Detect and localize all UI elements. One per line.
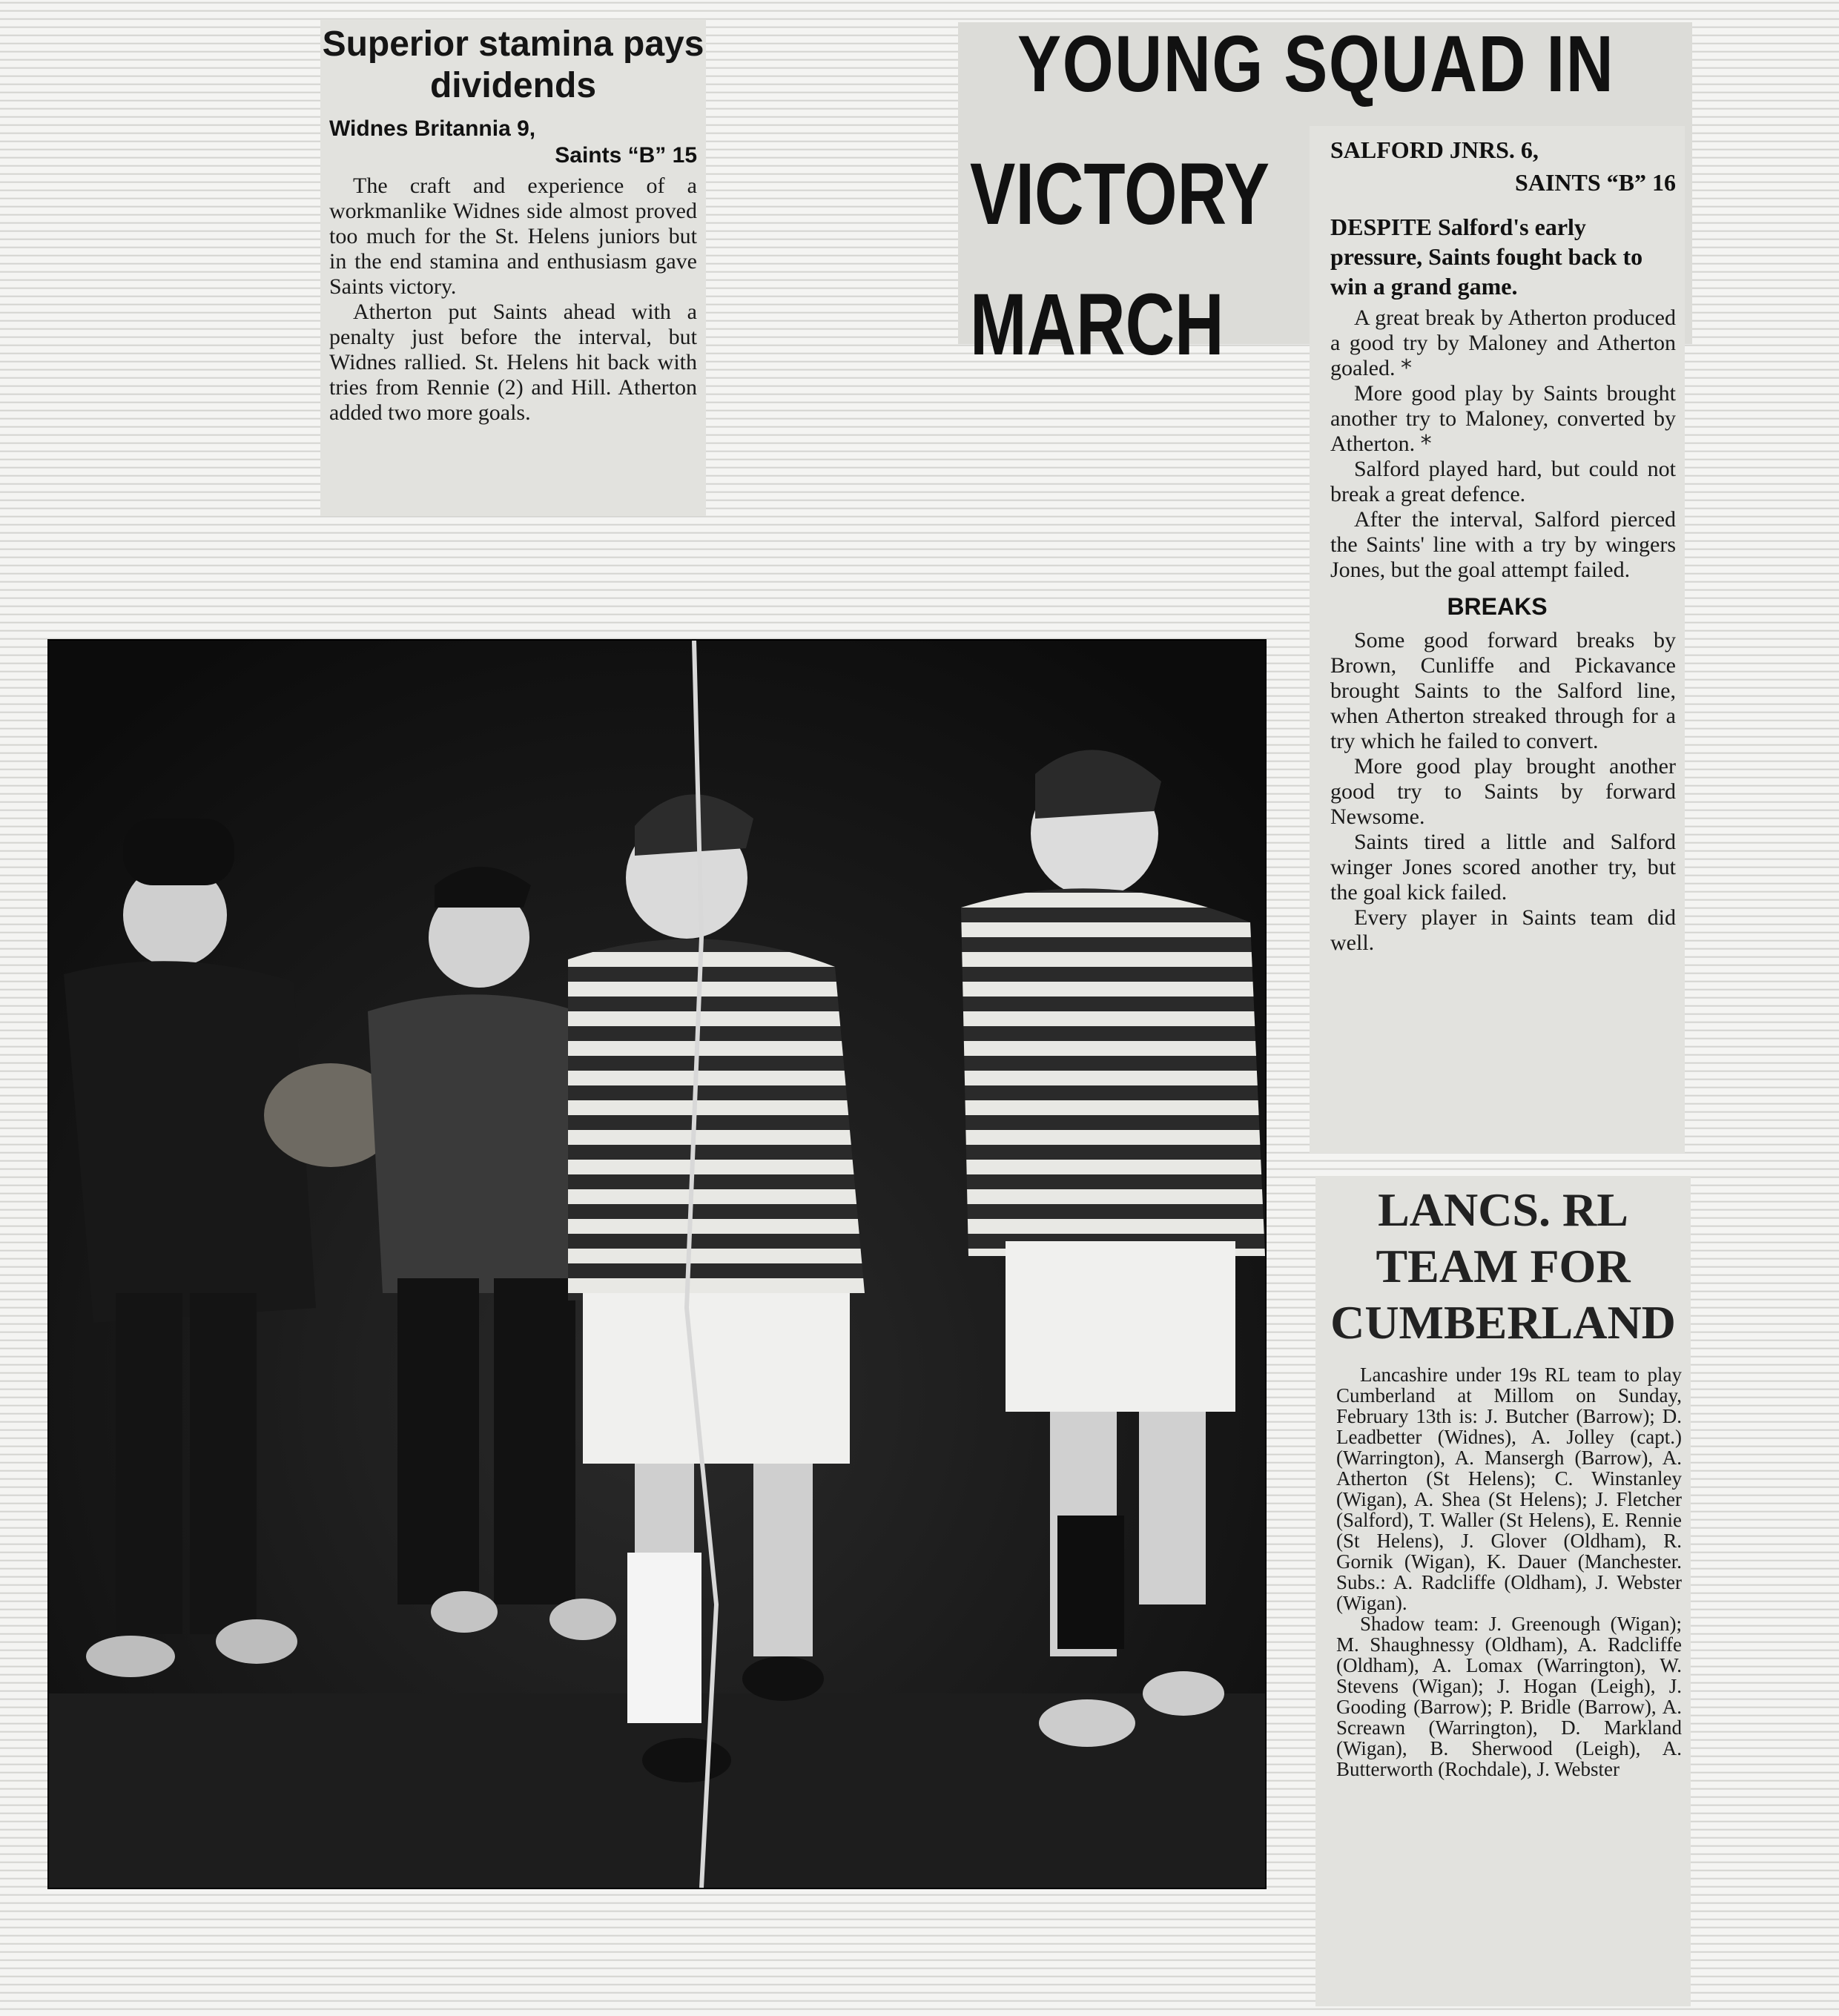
article-body-2 [1330, 628, 1676, 956]
paragraph: Saints tired a little and Salford winger Jones scored another try, but the goal kick failed. [1330, 830, 1676, 905]
score-line-away: SAINTS “B” 16 [1515, 169, 1676, 196]
asterisk-mark: * [1420, 431, 1432, 457]
paragraph-text: More good play by Saints brought another try to Maloney, converted by Atherton. [1330, 381, 1676, 456]
score-line-away: Saints “B” 15 [555, 143, 697, 168]
paragraph: After the interval, Salford pierced the Saints' line with a try by wingers Jones, but the goal attempt failed. [1330, 507, 1676, 582]
paragraph: Some good forward breaks by Brown, Cunliffe and Pickavance brought Saints to the Salford line, when Atherton streaked through for a try which he failed to convert. [1330, 628, 1676, 753]
headline-line-2: TEAM FOR [1376, 1240, 1631, 1292]
article-body [329, 173, 697, 426]
headline-lancs [1315, 1182, 1691, 1351]
headline-line-3: MARCH [970, 276, 1224, 374]
paragraph: Shadow team: J. Greenough (Wigan); M. Shaughnessy (Oldham), A. Radcliffe (Oldham), A. Lomax (Warrington), W. Stevens (Wigan); J. Hogan (Leigh), J. Gooding (Barrow); P. Bridle (Barrow), A. Screawn (Warrington), D. Markland (Wigan), B. Sherwood (Leigh), A. Butterworth (Rochdale), J. Webster [1336, 1613, 1682, 1780]
paragraph: Atherton put Saints ahead with a penalty just before the interval, but Widnes rallied. St. Helens hit back with tries from Rennie (2) and Hill. Atherton added two more goals. [329, 300, 697, 425]
paragraph-text: A great break by Atherton produced a good try by Maloney and Atherton goaled. [1330, 305, 1676, 380]
paragraph: Salford played hard, but could not break a great defence. [1330, 457, 1676, 506]
headline-stamina: Superior stamina pays dividends [322, 24, 704, 105]
clipping-stamina [320, 19, 706, 516]
subheading-breaks: BREAKS [1447, 593, 1548, 620]
paragraph: Every player in Saints team did well. [1330, 905, 1676, 955]
paragraph [1330, 381, 1676, 457]
headline-line-2-3 [970, 129, 1270, 390]
paragraph: Lancashire under 19s RL team to play Cumberland at Millom on Sunday, February 13th is: J. Butcher (Barrow); D. Leadbetter (Widnes), A. Jolley (capt.) (Warrington), A. Mansergh (Barrow), A. Atherton (St Helens); C. Winstanley (Wigan), A. Shea (St Helens); J. Fletcher (Salford), T. Waller (St Helens), E. Rennie (St Helens), J. Glover (Oldham), R. Gornik (Wigan), K. Dauer (Manchester. Subs.: A. Radcliffe (Oldham), J. Webster (Wigan). [1336, 1364, 1682, 1614]
headline-line-1: YOUNG SQUAD IN [1017, 19, 1615, 108]
clipping-lancs-team [1315, 1176, 1691, 2006]
team-photo [47, 639, 1267, 1889]
asterisk-mark: * [1400, 355, 1412, 381]
paragraph [1330, 305, 1676, 381]
score-line-home: Widnes Britannia 9, [329, 116, 536, 141]
paragraph: More good play brought another good try to Saints by forward Newsome. [1330, 754, 1676, 829]
headline-line-3: CUMBERLAND [1330, 1296, 1676, 1349]
score-line-home: SALFORD JNRS. 6, [1330, 136, 1539, 163]
photo-illustration [49, 641, 1265, 1888]
score-block [1330, 133, 1676, 199]
team-list [1336, 1364, 1682, 1779]
headline-line-1: LANCS. RL [1378, 1183, 1628, 1236]
lead-paragraph: DESPITE Salford's early pressure, Saints fought back to win a grand game. [1330, 214, 1643, 300]
article-body [1330, 305, 1676, 583]
headline-line-2: VICTORY [970, 145, 1270, 243]
clipping-victory-body [1310, 126, 1685, 1153]
score-block [329, 116, 697, 169]
paragraph: The craft and experience of a workmanlike Widnes side almost proved too much for the St. Helens juniors but in the end stamina and enthusiasm gave Saints victory. [329, 173, 697, 299]
